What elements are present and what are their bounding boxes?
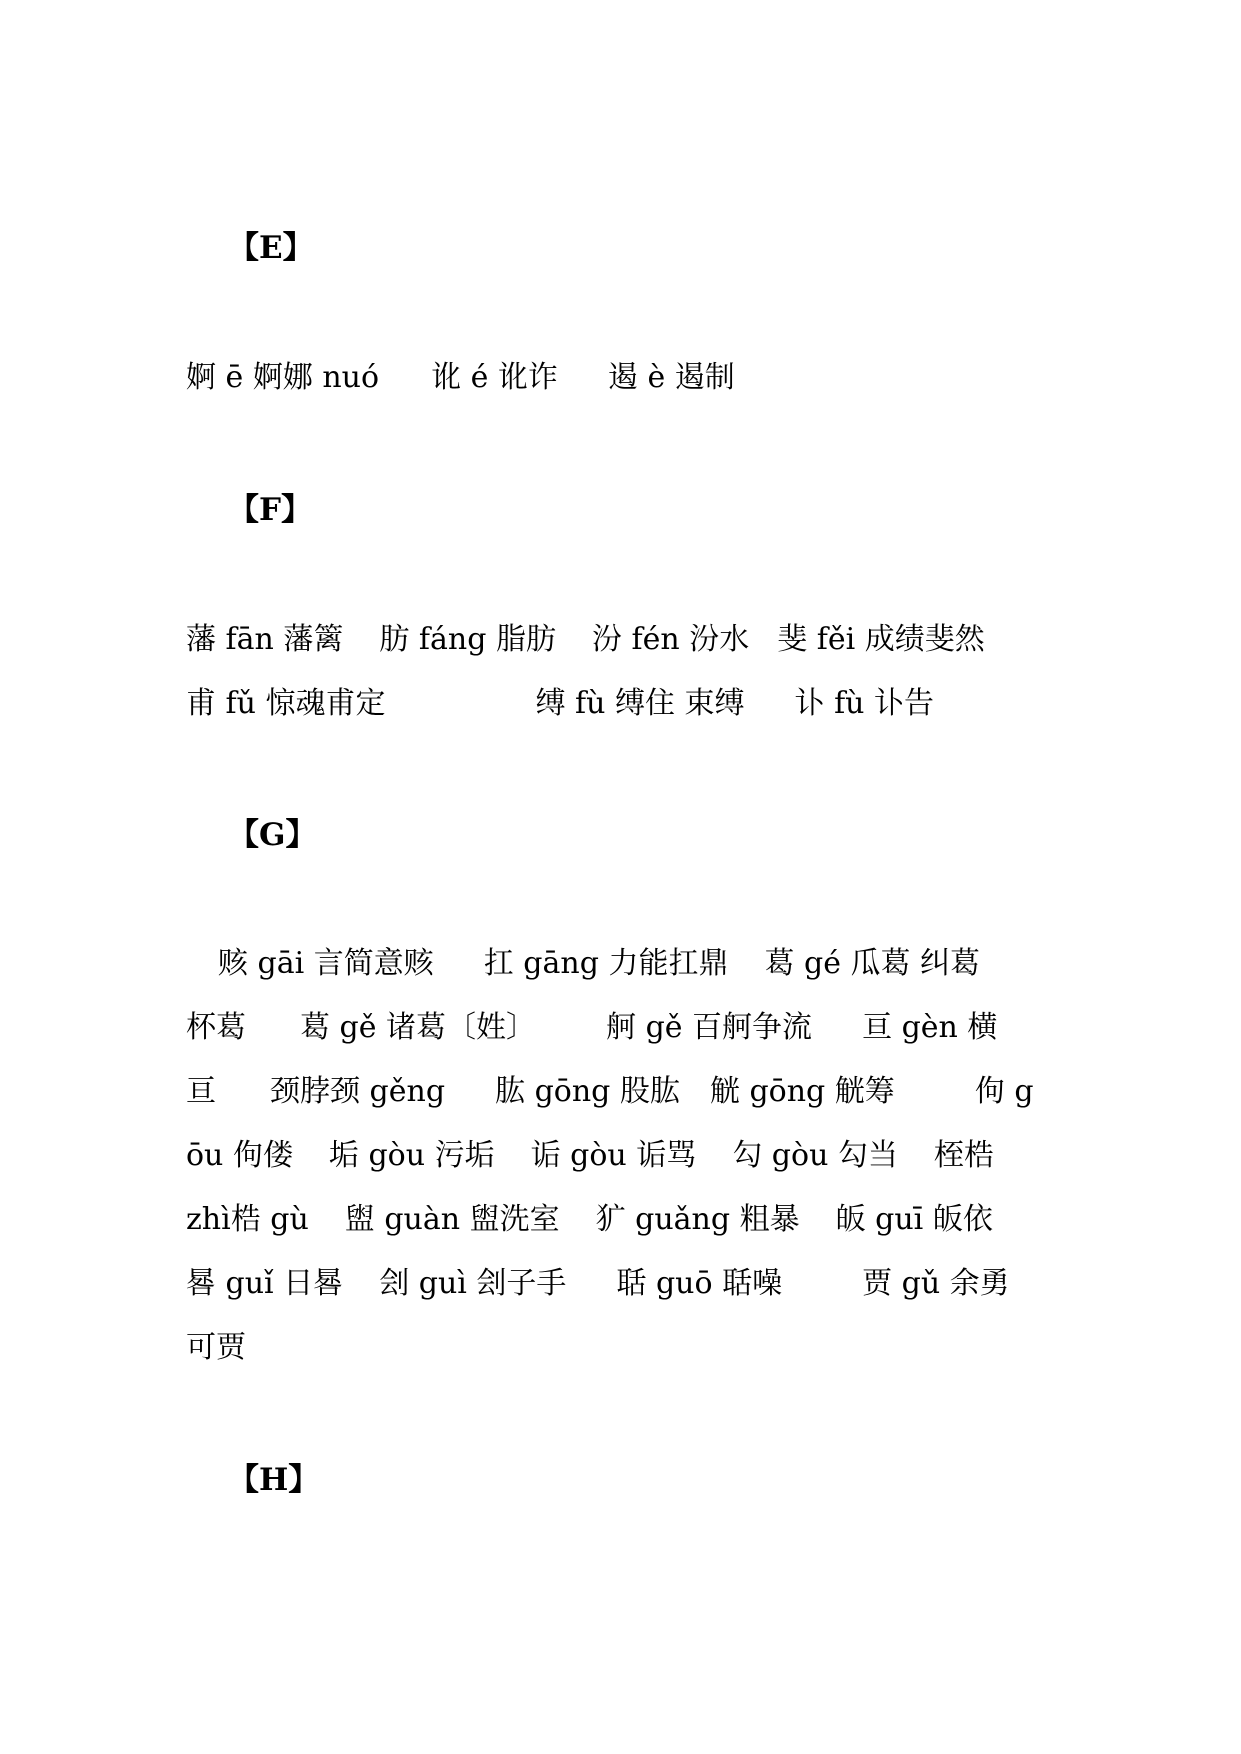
entry: 刽 guì 刽子手 xyxy=(379,1266,567,1301)
section-heading-g: 【G】 xyxy=(228,817,317,853)
entry: 扛 gāng 力能扛鼎 xyxy=(483,946,729,981)
entry: 桎梏 xyxy=(933,1138,994,1173)
entry: 皈 guī 皈依 xyxy=(835,1202,993,1237)
entry-line xyxy=(186,1264,1010,1304)
entry: 缚 fù 缚住 束缚 xyxy=(535,686,745,721)
entry: 颈脖颈 gěng xyxy=(270,1074,446,1109)
entry: 晷 guǐ 日晷 xyxy=(186,1266,344,1301)
section-heading-e: 【E】 xyxy=(228,230,314,266)
entry: 垢 gòu 污垢 xyxy=(328,1138,495,1173)
entry: 汾 fén 汾水 xyxy=(591,622,750,657)
entry-line xyxy=(186,684,934,724)
entry: 遏 è 遏制 xyxy=(607,360,735,395)
entry: 聒 guō 聒噪 xyxy=(616,1266,783,1301)
entry: 贾 gǔ 余勇 xyxy=(862,1266,1010,1301)
entry: 亘 xyxy=(186,1074,216,1109)
entry: 肪 fáng 脂肪 xyxy=(379,622,556,657)
entry-line xyxy=(186,1200,993,1240)
entry: 藩 fān 藩篱 xyxy=(186,622,344,657)
entry-line xyxy=(186,1136,994,1176)
entry: 舸 gě 百舸争流 xyxy=(606,1010,813,1045)
entry: zhì梏 gù xyxy=(186,1202,309,1237)
entry-line xyxy=(186,1008,997,1048)
entry-line xyxy=(186,1072,1034,1112)
entry: 肱 gōng 股肱 xyxy=(495,1074,680,1109)
entry: 犷 guǎng 粗暴 xyxy=(595,1202,800,1237)
section-heading-h: 【H】 xyxy=(228,1462,320,1498)
entry: 亘 gèn 横 xyxy=(862,1010,998,1045)
entry: 可贾 xyxy=(186,1330,246,1365)
entry: 甫 fǔ 惊魂甫定 xyxy=(186,686,386,721)
entry: 葛 gé 瓜葛 纠葛 xyxy=(764,946,981,981)
entry: 觥 gōng 觥筹 xyxy=(709,1074,895,1109)
entry: 讹 é 讹诈 xyxy=(431,360,558,395)
entry: 赅 gāi 言简意赅 xyxy=(218,946,434,981)
section-heading-f: 【F】 xyxy=(228,492,313,528)
entry-line xyxy=(186,1328,246,1368)
entry: 杯葛 xyxy=(186,1010,246,1045)
entry: 婀 ē 婀娜 nuó xyxy=(186,360,380,395)
entry-line xyxy=(218,944,980,984)
entry: 佝 g xyxy=(974,1074,1034,1109)
entry: ōu 佝偻 xyxy=(186,1138,293,1173)
entry: 葛 gě 诸葛〔姓〕 xyxy=(300,1010,537,1045)
entry: 盥 guàn 盥洗室 xyxy=(344,1202,560,1237)
entry: 斐 fěi 成绩斐然 xyxy=(777,622,985,657)
entry-line xyxy=(186,620,985,660)
entry: 勾 gòu 勾当 xyxy=(732,1138,898,1173)
entry: 诟 gòu 诟骂 xyxy=(530,1138,697,1173)
entry: 讣 fù 讣告 xyxy=(794,686,935,721)
entry-line xyxy=(186,358,735,398)
